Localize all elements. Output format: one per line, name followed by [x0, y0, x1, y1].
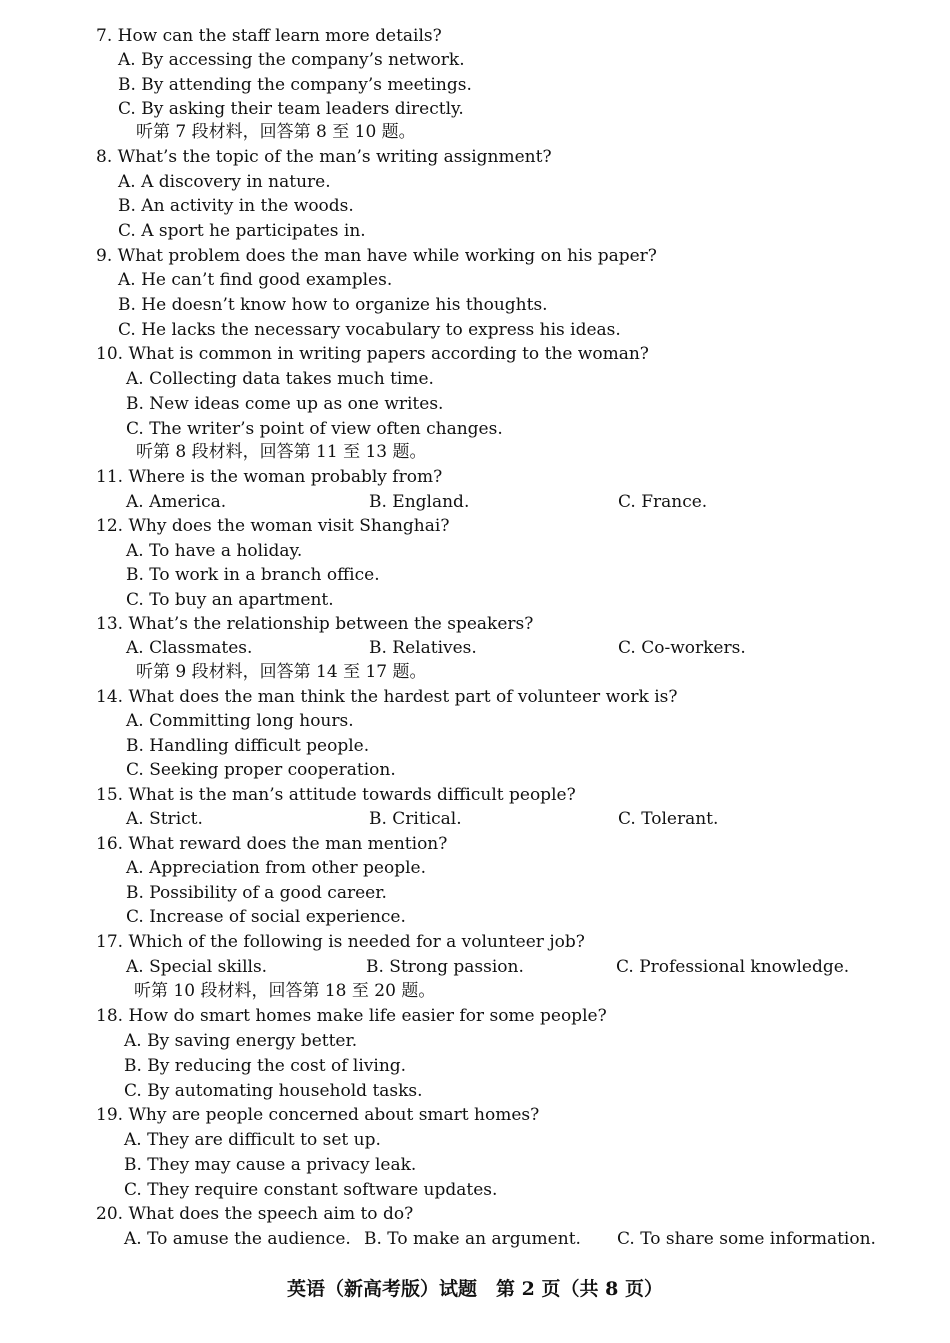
question-8-stem: 8. What’s the topic of the man’s writing assignment? — [96, 147, 552, 167]
question-12-option-b: B. To work in a branch office. — [126, 565, 380, 585]
question-7-stem: 7. How can the staff learn more details? — [96, 26, 442, 46]
question-14-option-a: A. Committing long hours. — [126, 711, 354, 731]
question-12-stem: 12. Why does the woman visit Shanghai? — [96, 516, 450, 536]
section-8-instruction: 听第 8 段材料，回答第 11 至 13 题。 — [136, 442, 427, 462]
question-15-stem: 15. What is the man’s attitude towards difficult people? — [96, 785, 576, 805]
question-18-option-c: C. By automating household tasks. — [124, 1081, 423, 1101]
question-7-option-b: B. By attending the company’s meetings. — [118, 75, 472, 95]
question-19-option-c: C. They require constant software updates. — [124, 1180, 498, 1200]
question-9-stem: 9. What problem does the man have while working on his paper? — [96, 246, 657, 266]
question-9-option-b: B. He doesn’t know how to organize his thoughts. — [118, 295, 548, 315]
question-16-option-c: C. Increase of social experience. — [126, 907, 406, 927]
question-14-stem: 14. What does the man think the hardest part of volunteer work is? — [96, 687, 678, 707]
question-10-option-c: C. The writer’s point of view often changes. — [126, 419, 503, 439]
question-13-stem: 13. What’s the relationship between the speakers? — [96, 614, 534, 634]
question-15-option-c: C. Tolerant. — [618, 809, 719, 829]
question-9-option-c: C. He lacks the necessary vocabulary to express his ideas. — [118, 320, 621, 340]
question-13-option-b: B. Relatives. — [369, 638, 477, 658]
section-10-instruction: 听第 10 段材料，回答第 18 至 20 题。 — [134, 981, 436, 1001]
question-7-option-c: C. By asking their team leaders directly. — [118, 99, 464, 119]
question-15-option-b: B. Critical. — [369, 809, 462, 829]
section-7-instruction: 听第 7 段材料，回答第 8 至 10 题。 — [136, 122, 416, 142]
question-10-option-a: A. Collecting data takes much time. — [126, 369, 434, 389]
question-14-option-c: C. Seeking proper cooperation. — [126, 760, 396, 780]
question-9-option-a: A. He can’t find good examples. — [118, 270, 393, 290]
question-16-option-b: B. Possibility of a good career. — [126, 883, 387, 903]
question-20-stem: 20. What does the speech aim to do? — [96, 1204, 414, 1224]
question-7-option-a: A. By accessing the company’s network. — [118, 50, 465, 70]
question-8-option-b: B. An activity in the woods. — [118, 196, 354, 216]
question-12-option-c: C. To buy an apartment. — [126, 590, 334, 610]
question-10-option-b: B. New ideas come up as one writes. — [126, 394, 444, 414]
question-13-option-a: A. Classmates. — [126, 638, 253, 658]
question-11-option-a: A. America. — [126, 492, 227, 512]
question-17-option-c: C. Professional knowledge. — [616, 957, 850, 977]
question-14-option-b: B. Handling difficult people. — [126, 736, 370, 756]
question-20-option-b: B. To make an argument. — [364, 1229, 581, 1249]
question-8-option-c: C. A sport he participates in. — [118, 221, 366, 241]
question-8-option-a: A. A discovery in nature. — [118, 172, 331, 192]
question-11-stem: 11. Where is the woman probably from? — [96, 467, 443, 487]
question-20-option-c: C. To share some information. — [617, 1229, 876, 1249]
question-18-option-a: A. By saving energy better. — [124, 1031, 358, 1051]
question-16-stem: 16. What reward does the man mention? — [96, 834, 448, 854]
question-10-stem: 10. What is common in writing papers according to the woman? — [96, 344, 649, 364]
question-11-option-c: C. France. — [618, 492, 708, 512]
question-17-stem: 17. Which of the following is needed for a volunteer job? — [96, 932, 585, 952]
question-16-option-a: A. Appreciation from other people. — [126, 858, 427, 878]
question-19-option-b: B. They may cause a privacy leak. — [124, 1155, 417, 1175]
question-17-option-b: B. Strong passion. — [366, 957, 524, 977]
page-footer: 英语（新高考版）试题 第 2 页（共 8 页） — [287, 1278, 663, 1300]
question-19-stem: 19. Why are people concerned about smart homes? — [96, 1105, 540, 1125]
question-15-option-a: A. Strict. — [126, 809, 203, 829]
question-12-option-a: A. To have a holiday. — [126, 541, 303, 561]
question-17-option-a: A. Special skills. — [126, 957, 268, 977]
section-9-instruction: 听第 9 段材料，回答第 14 至 17 题。 — [136, 662, 427, 682]
question-19-option-a: A. They are difficult to set up. — [124, 1130, 381, 1150]
question-11-option-b: B. England. — [369, 492, 470, 512]
question-18-stem: 18. How do smart homes make life easier for some people? — [96, 1006, 607, 1026]
question-20-option-a: A. To amuse the audience. — [124, 1229, 351, 1249]
question-18-option-b: B. By reducing the cost of living. — [124, 1056, 407, 1076]
question-13-option-c: C. Co-workers. — [618, 638, 746, 658]
